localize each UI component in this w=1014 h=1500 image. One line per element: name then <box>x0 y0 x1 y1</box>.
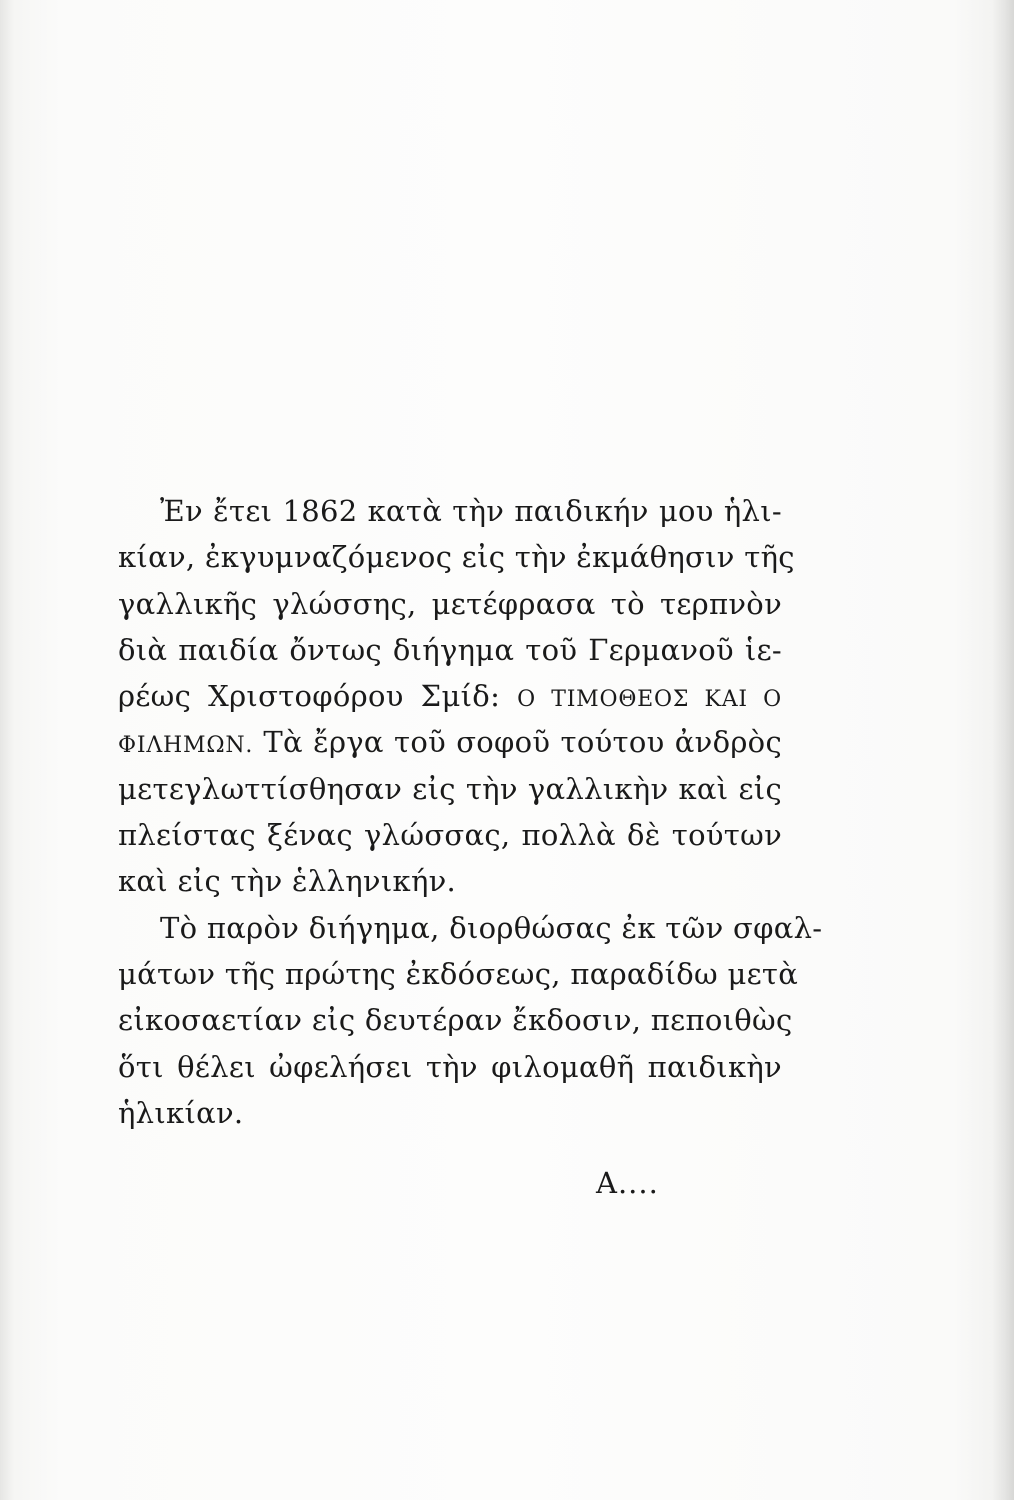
author-signature: Α.... <box>596 1166 659 1200</box>
page-left-shadow <box>0 0 14 1500</box>
preface-text <box>118 488 823 1136</box>
text-line: μάτων τῆς πρώτης ἐκδόσεως, παραδίδω μετὰ <box>118 956 799 991</box>
text-segment: ρέως Χριστοφόρου Σμίδ: <box>118 679 518 714</box>
text-line: κίαν, ἐκγυμναζόμενος εἰς τὴν ἐκμάθησιν τῆς <box>118 540 795 575</box>
book-title-caps: ΦΙΛΗΜΩΝ. <box>118 733 254 759</box>
page-right-shadow <box>992 0 1014 1500</box>
text-line: καὶ εἰς τὴν ἑλληνικήν. <box>118 864 457 899</box>
book-title-caps: Ο ΤΙΜΟΘΕΟΣ ΚΑΙ Ο <box>517 687 782 713</box>
text-line: μετεγλωττίσθησαν εἰς τὴν γαλλικὴν καὶ εἰς <box>118 771 782 806</box>
text-line: γαλλικῆς γλώσσης, μετέφρασα τὸ τερπνὸν <box>118 586 782 621</box>
text-line: εἰκοσαετίαν εἰς δευτέραν ἔκδοσιν, πεποιθὼς <box>118 1003 793 1038</box>
text-line: ὅτι θέλει ὠφελήσει τὴν φιλομαθῆ παιδικὴν <box>118 1049 782 1084</box>
text-line: Τὸ παρὸν διήγημα, διορθώσας ἐκ τῶν σφαλ- <box>160 910 823 945</box>
text-line: πλείστας ξένας γλώσσας, πολλὰ δὲ τούτων <box>118 818 782 853</box>
text-line: Ἐν ἔτει 1862 κατὰ τὴν παιδικήν μου ἡλι- <box>160 494 782 528</box>
text-line: ἡλικίαν. <box>118 1095 244 1130</box>
text-line <box>118 673 782 719</box>
text-line: διὰ παιδία ὄντως διήγημα τοῦ Γερμανοῦ ἱε- <box>118 632 782 667</box>
text-line <box>118 719 782 765</box>
text-segment: Τὰ ἔργα τοῦ σοφοῦ τούτου ἀνδρὸς <box>253 725 782 760</box>
